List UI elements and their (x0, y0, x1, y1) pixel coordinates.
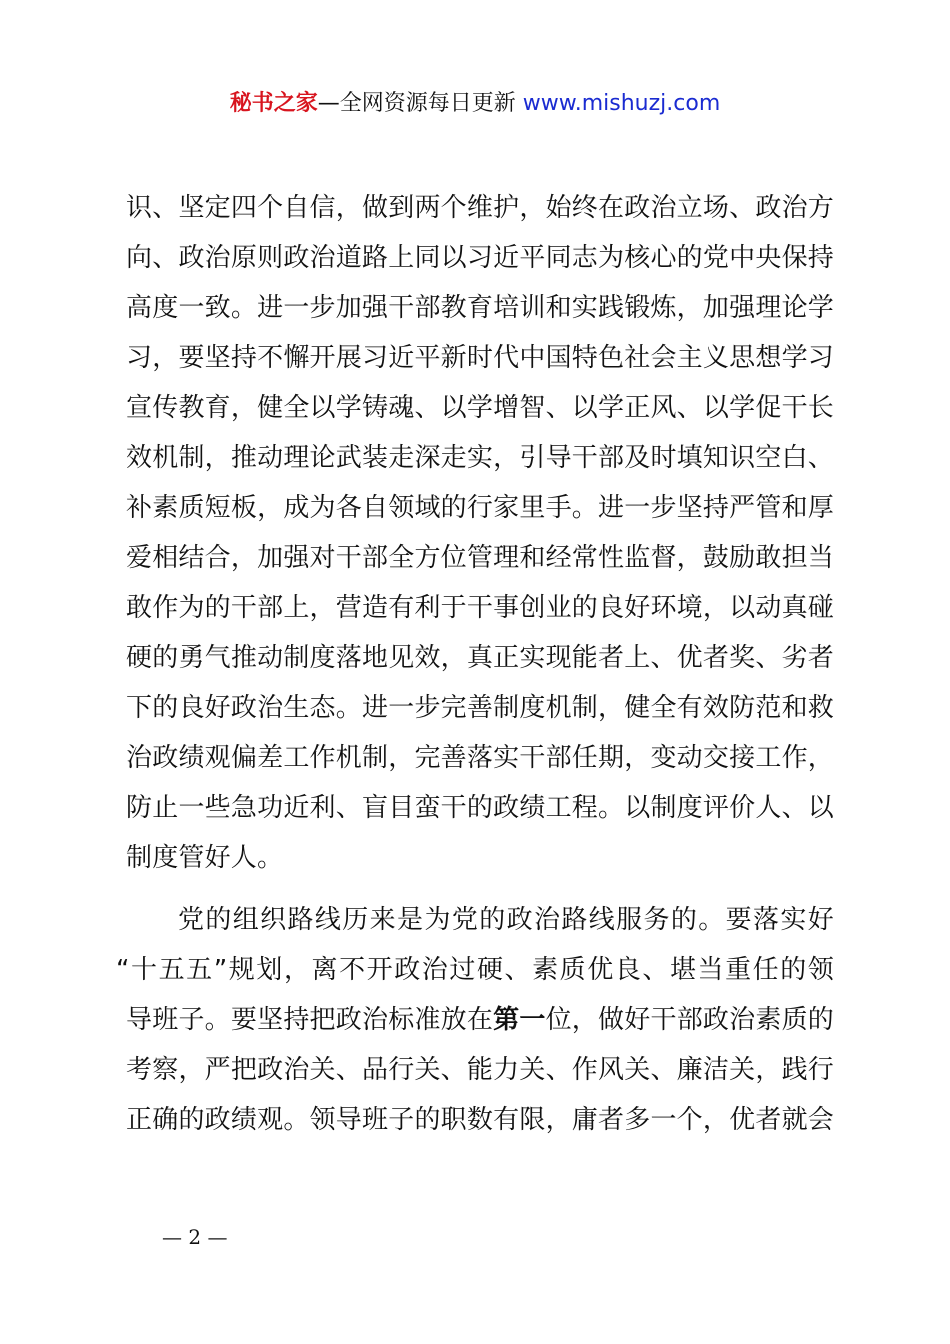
text-line: 宣传教育，健全以学铸魂、以学增智、以学正风、以学促干长 (126, 393, 834, 423)
text-line: 习，要坚持不懈开展习近平新时代中国特色社会主义思想学习 (126, 343, 834, 373)
text-line: 防止一些急功近利、盲目蛮干的政绩工程。以制度评价人、以 (126, 793, 834, 823)
text-line: 党的组织路线历来是为党的政治路线服务的。要落实好 (178, 905, 834, 935)
text-line: 下的良好政治生态。进一步完善制度机制，健全有效防范和救 (126, 693, 834, 723)
text-line: “十五五”规划，离不开政治过硬、素质优良、堪当重任的领 (116, 955, 834, 985)
text-line: 正确的政绩观。领导班子的职数有限，庸者多一个，优者就会 (126, 1105, 834, 1135)
text-line: 制度管好人。 (126, 843, 284, 873)
paragraph-1 (126, 183, 834, 883)
header-tagline: —全网资源每日更新 (317, 91, 516, 116)
brand-name: 秘书之家 (229, 91, 318, 116)
text-line: 效机制，推动理论武装走深走实，引导干部及时填知识空白、 (126, 443, 834, 473)
text-line: 硬的勇气推动制度落地见效，真正实现能者上、优者奖、劣者 (126, 643, 834, 673)
text-line: 敢作为的干部上，营造有利于干事创业的良好环境，以动真碰 (126, 593, 834, 623)
text-line: 爱相结合，加强对干部全方位管理和经常性监督，鼓励敢担当 (126, 543, 834, 573)
site-header (0, 88, 950, 120)
text-line: 向、政治原则政治道路上同以习近平同志为核心的党中央保持 (126, 243, 834, 273)
text-line: 治政绩观偏差工作机制，完善落实干部任期，变动交接工作， (126, 743, 834, 773)
page-number: — 2 — (162, 1225, 228, 1249)
text-line: 识、坚定四个自信，做到两个维护，始终在政治立场、政治方 (126, 193, 834, 223)
paragraph-2 (116, 895, 835, 1145)
bold-text-segment: 第一 (493, 1005, 546, 1035)
text-line: 考察，严把政治关、品行关、能力关、作风关、廉洁关，践行 (126, 1055, 834, 1085)
header-url-link[interactable]: www.mishuzj.com (522, 91, 721, 116)
text-segment: 位，做好干部政治素质的 (545, 1005, 835, 1035)
text-line: 高度一致。进一步加强干部教育培训和实践锻炼，加强理论学 (126, 293, 834, 323)
text-line-with-bold (126, 995, 834, 1045)
text-line: 补素质短板，成为各自领域的行家里手。进一步坚持严管和厚 (126, 493, 834, 523)
document-body (116, 183, 835, 1145)
text-segment: 导班子。要坚持把政治标准放在 (126, 1005, 494, 1035)
